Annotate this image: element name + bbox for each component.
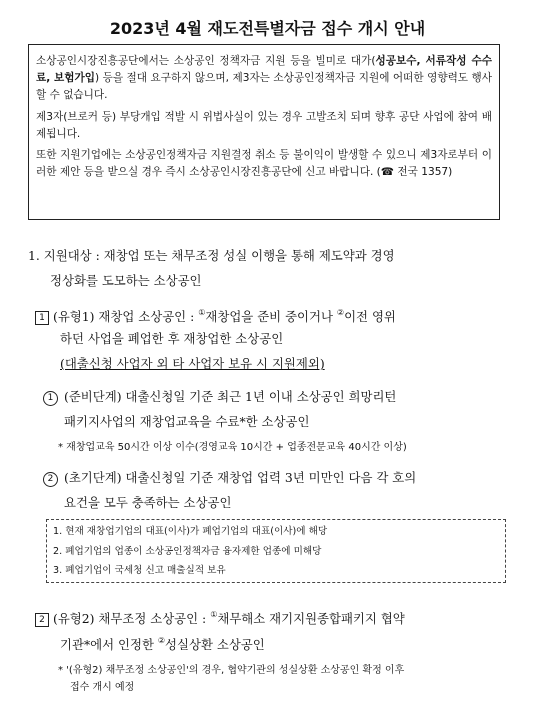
type2-text: (유형2) 채무조정 소상공인 :: [53, 611, 211, 626]
item1-line2: 패키지사업의 재창업교육을 수료*한 소상공인: [64, 414, 310, 429]
notice-text: ) 등을 절대 요구하지 않으며, 제3자는 소상공인정책자금 지원에 어떠한 영향력도 행사 할 수 없습니다.: [36, 72, 492, 102]
circled-number-1: ①: [210, 610, 218, 619]
type1-line1: [35, 304, 396, 326]
notice-bold-text: 성공보수, 서류작성 수수료, 보험가입: [36, 55, 492, 85]
item2-line1: [43, 469, 416, 487]
notice-paragraph-3: 또한 지원기업에는 소상공인정책자금 지원결정 취소 등 불이익이 발생할 수 있으니 제3자로부터 이러한 제안 등을 받으실 경우 즉시 소상공인시장진흥공단에 신고 바랍니다. (☎ 전국 1357): [36, 149, 492, 179]
notice-paragraph-1: [36, 53, 492, 105]
type1-line3: (대출신청 사업자 외 타 사업자 보유 시 지원제외): [60, 356, 325, 371]
type2-text: 채무해소 재기지원종합패키지 협약: [217, 611, 405, 626]
type1-text: 재창업을 준비 중이거나: [205, 309, 337, 324]
item1-text: (준비단계) 대출신청일 기준 최근 1년 이내 소상공인 희망리턴: [64, 389, 397, 404]
item2-line2: 요건을 모두 충족하는 소상공인: [64, 495, 232, 510]
condition-item: 3. 폐업기업이 국세청 신고 매출실적 보유: [53, 565, 226, 576]
type2-note-line1: * '(유형2) 채무조정 소상공인'의 경우, 협약기관의 성실상환 소상공인 확정 이후: [58, 665, 405, 676]
type2-text: 기관*에서 인정한: [60, 637, 158, 652]
circled-number-2: ②: [157, 636, 166, 645]
circled-number-icon: 2: [43, 472, 58, 487]
section1-line2: 정상화를 도모하는 소상공인: [50, 273, 202, 288]
type1-text: (유형1) 재창업 소상공인 :: [53, 309, 199, 324]
box-number-icon: 1: [35, 311, 49, 325]
page-title: 2023년 4월 재도전특별자금 접수 개시 안내: [109, 19, 426, 38]
item1-note: * 재창업교육 50시간 이상 이수(경영교육 10시간 + 업종전문교육 40시간 이상): [58, 442, 407, 453]
condition-item: 1. 현재 재창업기업의 대표(이사)가 폐업기업의 대표(이사)에 해당: [53, 526, 328, 537]
notice-text: 소상공인시장진흥공단에서는 소상공인 정책자금 지원 등을 빌미로 대가(: [36, 55, 376, 67]
item1-line1: [43, 388, 396, 406]
item2-text: (초기단계) 대출신청일 기준 재창업 업력 3년 미만인 다음 각 호의: [64, 470, 417, 485]
type2-note-line2: 접수 개시 예정: [70, 682, 135, 693]
conditions-box: [46, 519, 506, 583]
type2-line2: [60, 632, 265, 654]
warning-notice-box: [28, 44, 500, 220]
type1-text: 이전 영위: [344, 309, 396, 324]
condition-item: 2. 폐업기업의 업종이 소상공인정책자금 융자제한 업종에 미해당: [53, 545, 322, 557]
notice-paragraph-2: 제3자(브로커 등) 부당개입 적발 시 위법사실이 있는 경우 고발조치 되며 향후 공단 사업에 참여 배제됩니다.: [36, 110, 492, 140]
circled-number-2: ②: [336, 308, 345, 317]
circled-number-icon: 1: [43, 391, 58, 406]
box-number-icon: 2: [35, 613, 49, 627]
section1-line1: 1. 지원대상 : 재창업 또는 채무조정 성실 이행을 통해 제도약과 경영: [28, 248, 395, 263]
type2-text: 성실상환 소상공인: [165, 637, 265, 652]
type2-line1: [35, 606, 405, 628]
circled-number-1: ①: [198, 308, 206, 317]
type1-line2: 하던 사업을 폐업한 후 재창업한 소상공인: [60, 331, 284, 346]
